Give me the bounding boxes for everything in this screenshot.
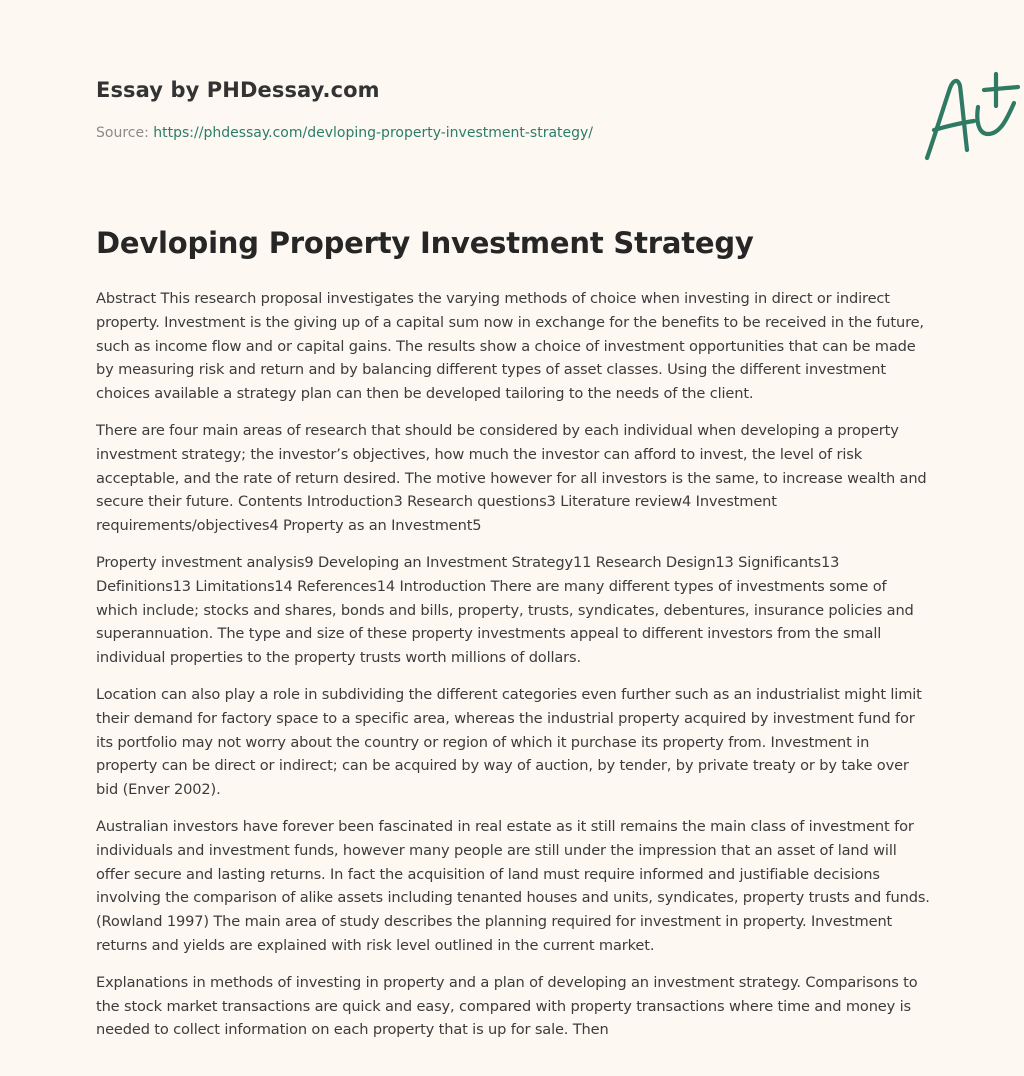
site-title: Essay by PHDessay.com [96, 78, 380, 102]
source-label: Source: [96, 125, 154, 141]
essay-paragraph: Abstract This research proposal investigates the varying methods of choice when investing in direct or indirect property. Investment is the giving up of a capital sum now in exchange for the benefits to be received in the future, such as income flow and or capital gains. The results show a choice of investment opportunities that can be made by measuring risk and return and by balancing different types of asset classes. Using the different investment choices available a strategy plan can then be developed tailoring to the needs of the client. [96, 290, 924, 403]
essay-body [96, 287, 932, 1055]
source-link[interactable]: https://phdessay.com/devloping-property-investment-strategy/ [153, 125, 594, 141]
essay-paragraph: Australian investors have forever been fascinated in real estate as it still remains the main class of investment for individuals and investment funds, however many people are still under the impression that an asset of land will offer secure and lasting returns. In fact the acquisition of land must require informed and justifiable decisions involving the comparison of alike assets including tenanted houses and units, syndicates, property trusts and funds. (Rowland 1997) The main area of study describes the planning required for investment in property. Investment returns and yields are explained with risk level outlined in the current market. [96, 817, 930, 954]
a-plus-logo-icon [914, 66, 1024, 166]
essay-paragraph: Property investment analysis9 Developing an Investment Strategy11 Research Design13 Significants13 Definitions13 Limitations14 References14 Introduction There are many different types of investments some of which include; stocks and shares, bonds and bills, property, trusts, syndicates, debentures, insurance policies and superannuation. The type and size of these property investments appeal to different investors from the small individual properties to the property trusts worth millions of dollars. [96, 553, 914, 667]
essay-title: Devloping Property Investment Strategy [96, 226, 754, 260]
source-line [96, 125, 593, 141]
essay-paragraph: There are four main areas of research that should be considered by each individual when developing a property investment strategy; the investor’s objectives, how much the investor can afford to invest, the level of risk acceptable, and the rate of return desired. The motive however for all investors is the same, to increase wealth and secure their future. Contents Introduction3 Research questions3 Literature review4 Investment requirements/objectives4 Property as an Investment5 [96, 421, 927, 535]
essay-paragraph: Location can also play a role in subdividing the different categories even further such as an industrialist might limit their demand for factory space to a specific area, whereas the industrial property acquired by investment fund for its portfolio may not worry about the country or region of which it purchase its property from. Investment in property can be direct or indirect; can be acquired by way of auction, by tender, by private treaty or by take over bid (Enver 2002). [96, 685, 922, 799]
essay-paragraph: Explanations in methods of investing in property and a plan of developing an investment strategy. Comparisons to the stock market transactions are quick and easy, compared with property transactions where time and money is needed to collect information on each property that is up for sale. Then [96, 973, 918, 1039]
